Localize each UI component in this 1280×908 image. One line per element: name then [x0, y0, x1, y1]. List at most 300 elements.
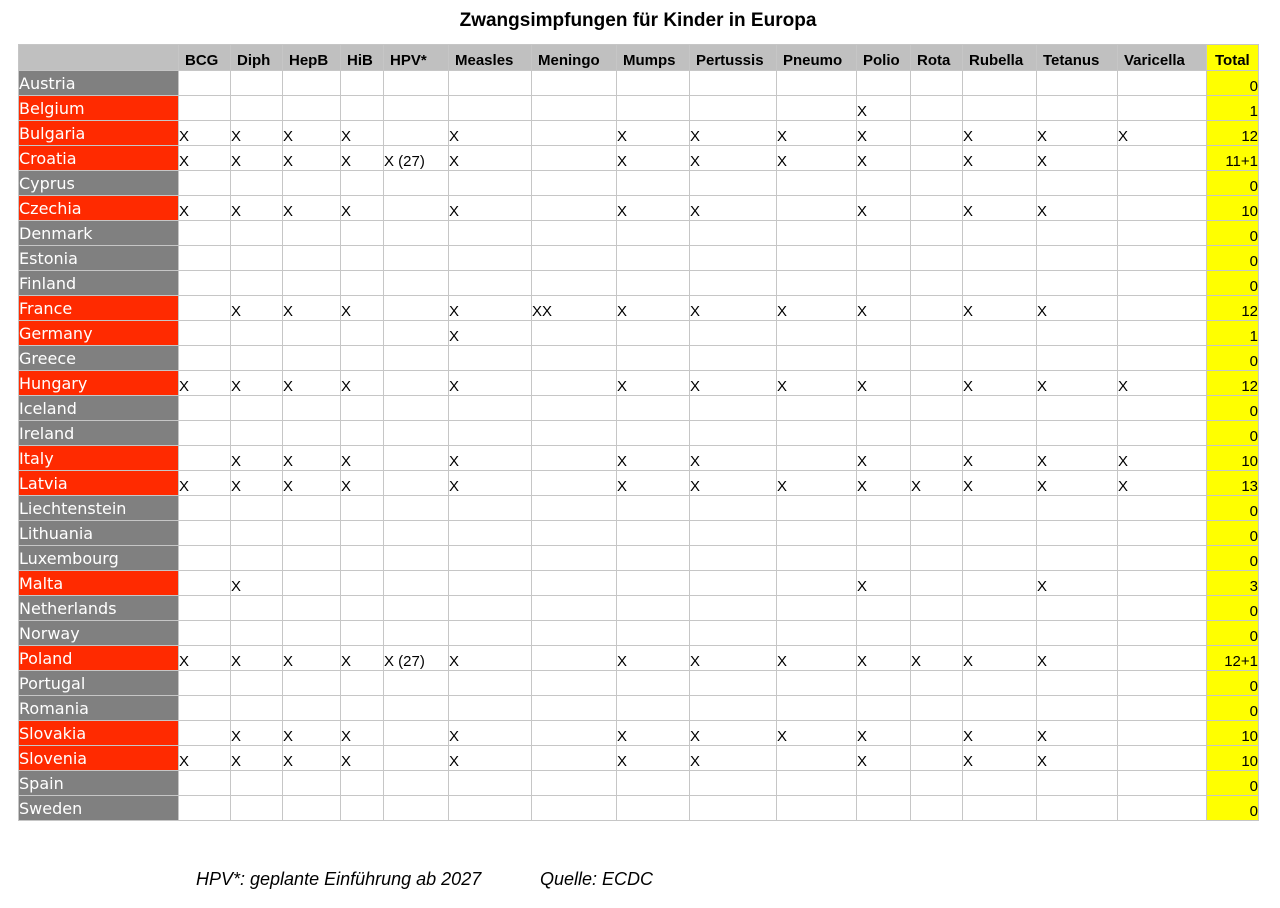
vaccine-cell	[384, 446, 449, 471]
table-row	[19, 621, 1259, 646]
column-header-tetanus: Tetanus	[1037, 45, 1118, 71]
vaccine-cell	[911, 396, 963, 421]
vaccine-cell	[231, 496, 283, 521]
country-label: Denmark	[19, 221, 179, 246]
vaccine-cell	[449, 171, 532, 196]
vaccine-cell	[449, 521, 532, 546]
vaccine-cell	[1118, 696, 1207, 721]
table-row	[19, 796, 1259, 821]
vaccine-cell	[963, 421, 1037, 446]
vaccine-cell	[777, 696, 857, 721]
country-label: Hungary	[19, 371, 179, 396]
vaccine-cell	[1118, 321, 1207, 346]
vaccine-cell: X	[777, 296, 857, 321]
total-cell: 0	[1207, 546, 1259, 571]
vaccine-cell	[532, 196, 617, 221]
vaccine-cell	[777, 96, 857, 121]
vaccine-cell	[857, 521, 911, 546]
country-label: Netherlands	[19, 596, 179, 621]
vaccine-cell	[179, 296, 231, 321]
vaccine-cell	[384, 221, 449, 246]
table-row	[19, 771, 1259, 796]
vaccine-cell	[1037, 96, 1118, 121]
vaccine-cell: X	[1037, 721, 1118, 746]
vaccine-cell	[449, 221, 532, 246]
country-label: Luxembourg	[19, 546, 179, 571]
vaccine-cell	[617, 696, 690, 721]
total-cell: 0	[1207, 496, 1259, 521]
vaccine-cell	[341, 771, 384, 796]
vaccine-cell	[449, 571, 532, 596]
vaccine-cell	[283, 346, 341, 371]
vaccine-cell	[231, 71, 283, 96]
vaccine-cell: X	[857, 371, 911, 396]
vaccine-cell	[179, 621, 231, 646]
column-header-hpv: HPV*	[384, 45, 449, 71]
vaccine-cell	[1118, 196, 1207, 221]
vaccine-cell	[1118, 796, 1207, 821]
vaccine-cell	[1037, 546, 1118, 571]
vaccine-cell: X	[617, 721, 690, 746]
vaccine-cell: X	[963, 746, 1037, 771]
vaccine-cell	[857, 596, 911, 621]
vaccine-cell: X	[231, 746, 283, 771]
vaccine-cell	[341, 671, 384, 696]
vaccine-cell	[179, 421, 231, 446]
vaccine-cell	[777, 421, 857, 446]
vaccine-cell	[690, 571, 777, 596]
vaccine-cell	[532, 496, 617, 521]
vaccine-cell	[1118, 296, 1207, 321]
vaccine-cell	[179, 671, 231, 696]
header-row	[19, 45, 1259, 71]
vaccine-cell	[1037, 696, 1118, 721]
vaccine-cell	[231, 671, 283, 696]
vaccine-cell: X	[777, 146, 857, 171]
total-cell: 10	[1207, 721, 1259, 746]
table-row	[19, 96, 1259, 121]
vaccine-cell: X	[857, 196, 911, 221]
vaccine-cell	[179, 96, 231, 121]
vaccine-cell	[911, 371, 963, 396]
vaccine-cell	[963, 546, 1037, 571]
vaccine-cell	[911, 621, 963, 646]
vaccine-cell: X	[283, 471, 341, 496]
vaccine-cell	[179, 71, 231, 96]
vaccine-cell	[1118, 96, 1207, 121]
vaccine-cell	[617, 96, 690, 121]
vaccine-cell	[617, 571, 690, 596]
total-cell: 10	[1207, 196, 1259, 221]
vaccine-cell	[857, 271, 911, 296]
table-row	[19, 171, 1259, 196]
vaccine-cell	[617, 346, 690, 371]
table-row	[19, 396, 1259, 421]
vaccine-cell	[532, 471, 617, 496]
country-label: Italy	[19, 446, 179, 471]
vaccine-cell	[911, 321, 963, 346]
vaccine-cell	[617, 271, 690, 296]
vaccine-cell	[532, 371, 617, 396]
vaccine-cell	[690, 321, 777, 346]
vaccine-cell	[283, 96, 341, 121]
total-cell: 0	[1207, 621, 1259, 646]
column-header-bcg: BCG	[179, 45, 231, 71]
vaccine-cell: X	[963, 371, 1037, 396]
vaccine-cell	[231, 621, 283, 646]
vaccine-cell	[857, 346, 911, 371]
vaccine-cell	[1118, 571, 1207, 596]
vaccine-cell	[617, 771, 690, 796]
vaccine-cell	[1037, 246, 1118, 271]
table-row	[19, 371, 1259, 396]
vaccine-cell	[231, 346, 283, 371]
vaccine-cell	[690, 696, 777, 721]
vaccine-cell: X	[690, 746, 777, 771]
vaccine-cell: X	[341, 296, 384, 321]
vaccine-cell	[911, 121, 963, 146]
vaccine-cell	[1118, 746, 1207, 771]
total-cell: 0	[1207, 671, 1259, 696]
vaccine-cell	[1118, 246, 1207, 271]
vaccine-cell	[1118, 346, 1207, 371]
vaccine-cell	[384, 271, 449, 296]
source-footnote: Quelle: ECDC	[540, 869, 654, 889]
country-label: Slovakia	[19, 721, 179, 746]
vaccine-cell	[449, 271, 532, 296]
vaccine-cell	[690, 346, 777, 371]
vaccine-cell	[1118, 271, 1207, 296]
country-label: Norway	[19, 621, 179, 646]
country-label: Austria	[19, 71, 179, 96]
column-header-mumps: Mumps	[617, 45, 690, 71]
total-cell: 0	[1207, 171, 1259, 196]
vaccine-cell	[1118, 146, 1207, 171]
vaccine-cell	[179, 721, 231, 746]
table-row	[19, 296, 1259, 321]
column-header-polio: Polio	[857, 45, 911, 71]
vaccine-cell	[341, 421, 384, 446]
vaccine-cell	[617, 421, 690, 446]
vaccine-cell	[617, 621, 690, 646]
total-cell: 13	[1207, 471, 1259, 496]
vaccine-cell	[384, 296, 449, 321]
vaccine-cell	[179, 571, 231, 596]
vaccine-cell	[1118, 771, 1207, 796]
vaccine-cell	[384, 471, 449, 496]
table-row	[19, 696, 1259, 721]
vaccine-cell	[777, 171, 857, 196]
vaccine-cell	[690, 246, 777, 271]
vaccine-cell	[532, 571, 617, 596]
column-header-varicella: Varicella	[1118, 45, 1207, 71]
vaccine-cell: X	[690, 196, 777, 221]
vaccine-cell	[532, 71, 617, 96]
vaccine-cell	[777, 746, 857, 771]
vaccine-cell	[384, 396, 449, 421]
country-label: Czechia	[19, 196, 179, 221]
vaccine-cell	[690, 271, 777, 296]
vaccine-cell	[911, 271, 963, 296]
vaccine-cell	[1118, 496, 1207, 521]
table-row	[19, 121, 1259, 146]
vaccine-cell	[857, 621, 911, 646]
vaccine-cell	[617, 221, 690, 246]
vaccine-cell	[532, 346, 617, 371]
vaccine-cell	[690, 96, 777, 121]
vaccine-cell	[532, 721, 617, 746]
vaccine-cell	[777, 396, 857, 421]
country-label: Estonia	[19, 246, 179, 271]
total-cell: 12	[1207, 121, 1259, 146]
vaccine-cell	[341, 621, 384, 646]
vaccine-cell: X	[341, 121, 384, 146]
vaccine-cell: X	[857, 446, 911, 471]
vaccine-cell: X	[1037, 646, 1118, 671]
vaccine-cell	[179, 546, 231, 571]
vaccine-cell	[532, 796, 617, 821]
vaccine-cell: X	[617, 746, 690, 771]
vaccine-cell	[1037, 596, 1118, 621]
vaccine-cell: X	[231, 196, 283, 221]
vaccine-cell	[341, 321, 384, 346]
vaccine-cell	[690, 171, 777, 196]
vaccine-cell	[532, 596, 617, 621]
vaccine-cell	[1037, 346, 1118, 371]
vaccine-cell	[179, 346, 231, 371]
vaccine-cell	[911, 96, 963, 121]
vaccine-cell: X	[341, 471, 384, 496]
vaccine-cell	[384, 171, 449, 196]
vaccine-cell	[911, 771, 963, 796]
vaccine-cell	[231, 171, 283, 196]
vaccine-cell: X	[617, 196, 690, 221]
country-label: Cyprus	[19, 171, 179, 196]
vaccine-cell	[283, 246, 341, 271]
vaccine-cell	[777, 321, 857, 346]
vaccine-cell	[777, 446, 857, 471]
vaccine-cell	[449, 596, 532, 621]
vaccine-cell: X	[231, 646, 283, 671]
vaccine-cell: X	[857, 721, 911, 746]
table-row	[19, 596, 1259, 621]
table-row	[19, 646, 1259, 671]
vaccine-cell	[617, 596, 690, 621]
vaccine-cell: X	[449, 446, 532, 471]
vaccine-cell	[532, 771, 617, 796]
country-label: Lithuania	[19, 521, 179, 546]
vaccine-cell	[532, 621, 617, 646]
vaccine-cell: X	[1037, 121, 1118, 146]
vaccine-cell	[283, 321, 341, 346]
country-label: Greece	[19, 346, 179, 371]
vaccine-cell	[777, 521, 857, 546]
vaccine-cell	[617, 396, 690, 421]
vaccine-cell: X	[449, 371, 532, 396]
vaccine-cell: X	[449, 146, 532, 171]
vaccine-cell	[857, 796, 911, 821]
table-row	[19, 471, 1259, 496]
vaccine-cell	[857, 396, 911, 421]
vaccine-cell	[341, 171, 384, 196]
vaccine-cell: X	[341, 196, 384, 221]
vaccine-cell	[963, 496, 1037, 521]
vaccine-cell	[777, 671, 857, 696]
vaccine-cell: X	[1037, 446, 1118, 471]
vaccine-cell	[532, 171, 617, 196]
vaccine-cell	[449, 396, 532, 421]
vaccine-cell: X	[283, 746, 341, 771]
table-row	[19, 571, 1259, 596]
vaccine-cell: X	[857, 746, 911, 771]
vaccine-cell	[617, 321, 690, 346]
column-header-rubella: Rubella	[963, 45, 1037, 71]
vaccine-cell	[1037, 671, 1118, 696]
vaccine-cell	[283, 496, 341, 521]
vaccine-cell	[179, 171, 231, 196]
vaccine-cell	[911, 796, 963, 821]
vaccine-cell	[1037, 621, 1118, 646]
vaccine-cell	[690, 621, 777, 646]
chart-title: Zwangsimpfungen für Kinder in Europa	[459, 10, 817, 31]
vaccine-cell	[532, 146, 617, 171]
vaccine-cell	[532, 271, 617, 296]
total-cell: 12	[1207, 371, 1259, 396]
vaccine-cell	[231, 271, 283, 296]
column-header-total: Total	[1207, 45, 1259, 71]
vaccine-cell	[283, 71, 341, 96]
vaccine-cell	[963, 396, 1037, 421]
vaccine-cell	[532, 746, 617, 771]
vaccine-cell	[384, 571, 449, 596]
vaccine-cell	[963, 246, 1037, 271]
country-label: Spain	[19, 771, 179, 796]
vaccine-cell	[231, 421, 283, 446]
vaccine-cell	[283, 421, 341, 446]
total-cell: 0	[1207, 246, 1259, 271]
vaccine-cell	[690, 421, 777, 446]
vaccine-cell	[777, 771, 857, 796]
vaccine-cell	[911, 71, 963, 96]
column-header-diph: Diph	[231, 45, 283, 71]
vaccine-cell	[777, 796, 857, 821]
vaccine-cell	[1118, 671, 1207, 696]
vaccine-cell	[1037, 496, 1118, 521]
vaccine-cell: X	[179, 471, 231, 496]
vaccine-cell	[532, 221, 617, 246]
total-cell: 0	[1207, 271, 1259, 296]
vaccine-cell	[384, 96, 449, 121]
total-cell: 0	[1207, 771, 1259, 796]
total-cell: 0	[1207, 71, 1259, 96]
vaccine-cell	[384, 546, 449, 571]
vaccine-cell: X	[690, 471, 777, 496]
total-cell: 0	[1207, 696, 1259, 721]
vaccine-cell: X	[449, 746, 532, 771]
country-label: Germany	[19, 321, 179, 346]
vaccine-cell	[857, 421, 911, 446]
vaccine-cell	[617, 671, 690, 696]
vaccine-cell	[449, 696, 532, 721]
total-cell: 12	[1207, 296, 1259, 321]
vaccine-cell	[449, 546, 532, 571]
vaccine-cell: X	[690, 371, 777, 396]
vaccine-cell	[384, 321, 449, 346]
total-cell: 0	[1207, 221, 1259, 246]
vaccine-cell	[231, 521, 283, 546]
vaccine-cell: X	[1118, 471, 1207, 496]
vaccine-cell: X	[341, 646, 384, 671]
vaccine-cell	[690, 671, 777, 696]
vaccine-cell: X	[617, 646, 690, 671]
vaccine-cell	[777, 596, 857, 621]
vaccine-cell	[1118, 396, 1207, 421]
vaccine-cell	[911, 221, 963, 246]
vaccine-cell: X (27)	[384, 646, 449, 671]
vaccine-cell	[777, 621, 857, 646]
vaccine-cell	[384, 421, 449, 446]
country-label: France	[19, 296, 179, 321]
vaccine-cell: X (27)	[384, 146, 449, 171]
total-cell: 3	[1207, 571, 1259, 596]
country-label: Romania	[19, 696, 179, 721]
vaccine-cell	[963, 771, 1037, 796]
vaccine-cell	[179, 321, 231, 346]
vaccine-cell	[532, 396, 617, 421]
vaccine-cell	[532, 421, 617, 446]
vaccine-cell	[963, 71, 1037, 96]
vaccine-cell	[911, 446, 963, 471]
vaccine-cell: X	[231, 371, 283, 396]
vaccine-cell: X	[911, 646, 963, 671]
country-label: Sweden	[19, 796, 179, 821]
vaccine-cell: X	[341, 446, 384, 471]
vaccine-cell	[341, 596, 384, 621]
vaccine-cell	[690, 71, 777, 96]
vaccine-cell: X	[231, 146, 283, 171]
vaccine-cell	[617, 71, 690, 96]
vaccine-cell	[384, 771, 449, 796]
table-row	[19, 671, 1259, 696]
vaccine-cell	[532, 546, 617, 571]
vaccine-cell: X	[617, 446, 690, 471]
vaccine-cell	[911, 721, 963, 746]
vaccine-cell: X	[617, 146, 690, 171]
total-cell: 1	[1207, 96, 1259, 121]
vaccine-cell	[384, 596, 449, 621]
vaccination-table	[18, 44, 1259, 821]
column-header-pneumo: Pneumo	[777, 45, 857, 71]
vaccine-cell: X	[617, 296, 690, 321]
vaccine-cell: X	[963, 471, 1037, 496]
vaccine-cell	[963, 321, 1037, 346]
vaccine-cell	[231, 96, 283, 121]
vaccine-cell	[231, 596, 283, 621]
vaccine-cell	[690, 796, 777, 821]
table-row	[19, 196, 1259, 221]
vaccine-cell	[911, 521, 963, 546]
vaccine-cell	[449, 796, 532, 821]
vaccine-cell	[341, 521, 384, 546]
vaccine-cell: X	[449, 646, 532, 671]
vaccine-cell	[911, 571, 963, 596]
vaccine-cell: X	[449, 196, 532, 221]
country-label: Poland	[19, 646, 179, 671]
vaccine-cell	[857, 546, 911, 571]
vaccine-cell: X	[857, 296, 911, 321]
vaccine-cell	[777, 546, 857, 571]
vaccine-cell: X	[857, 146, 911, 171]
